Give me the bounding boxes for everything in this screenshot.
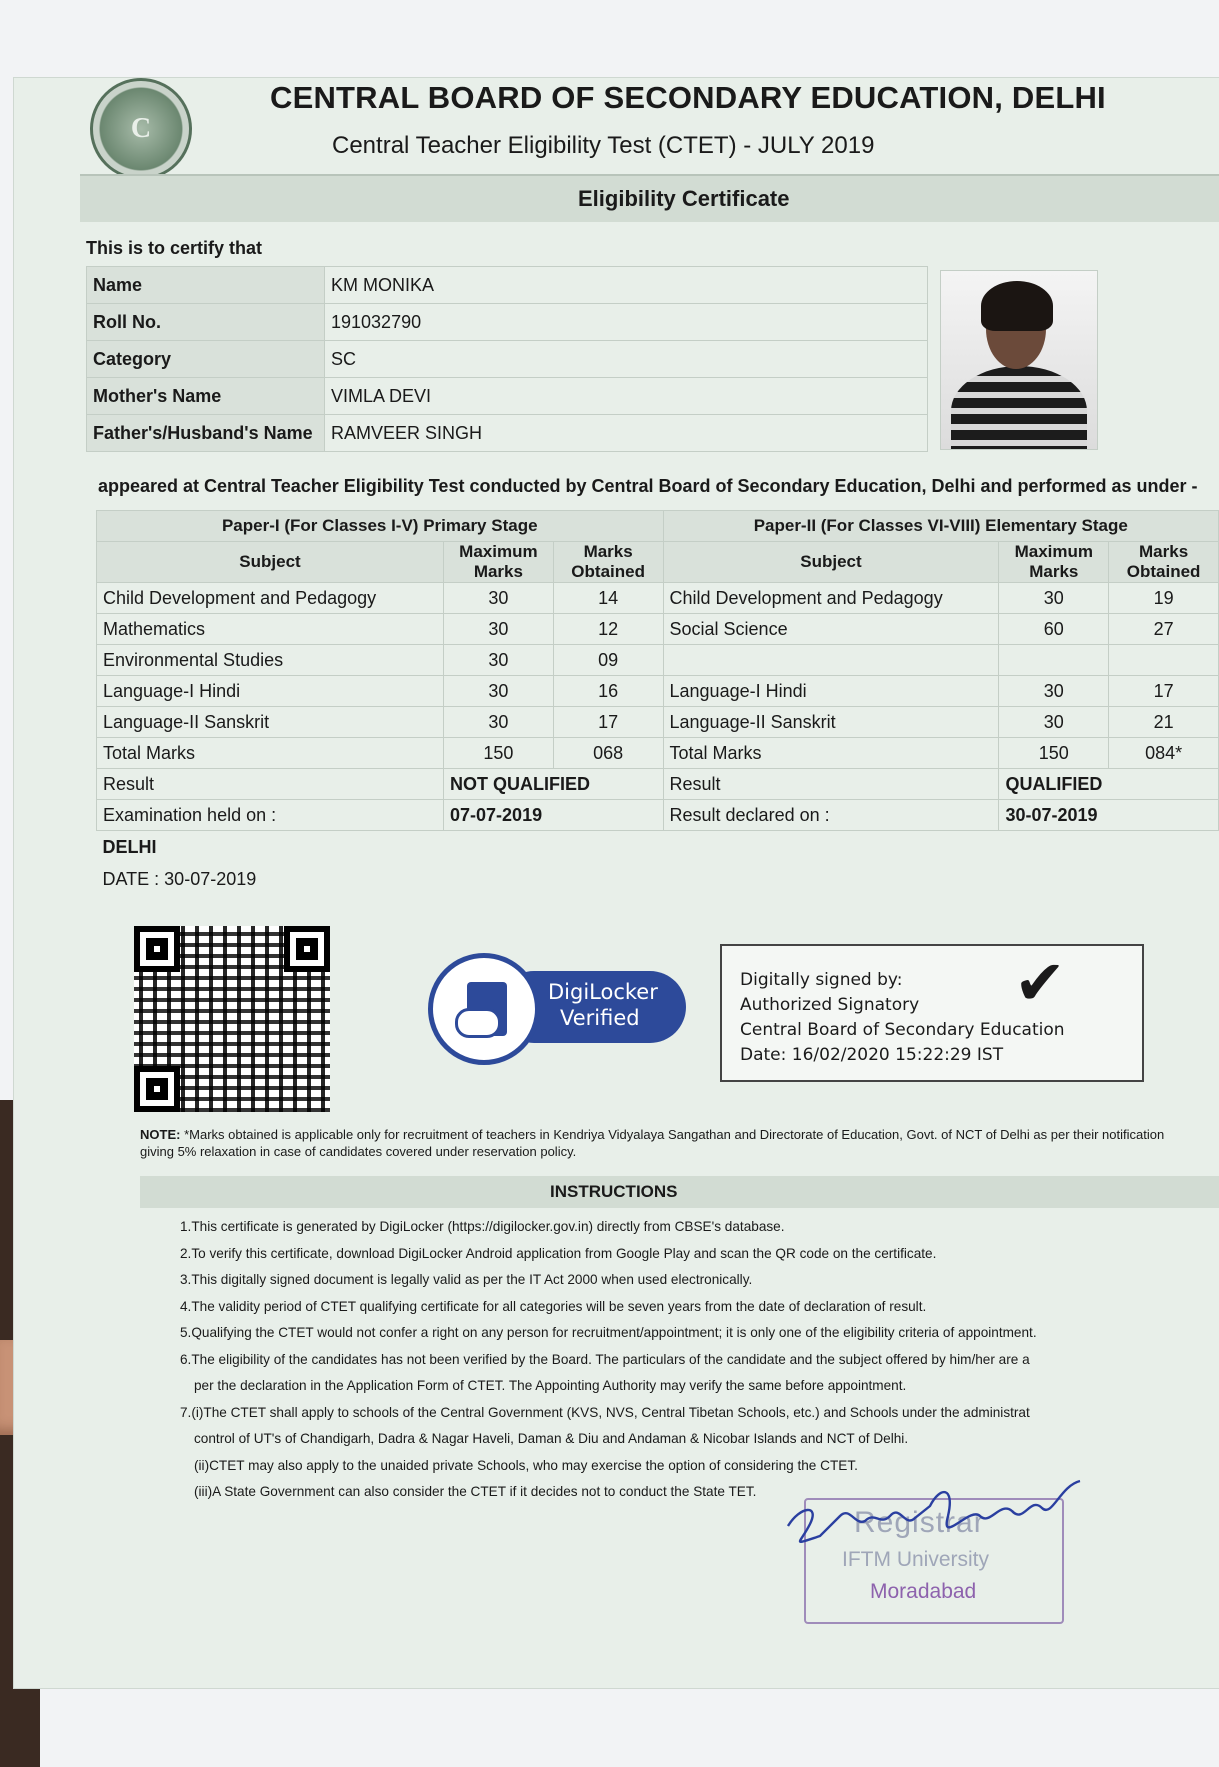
obtained-cell: 12 (553, 614, 663, 645)
field-label: Father's/Husband's Name (87, 415, 325, 452)
table-row (97, 707, 1219, 738)
obtained-cell: 21 (1109, 707, 1219, 738)
place: DELHI (102, 836, 157, 857)
stamp-line3: Moradabad (870, 1580, 977, 1603)
max-cell: 150 (999, 738, 1109, 769)
instruction-item: (iii)A State Government can also consider the CTET if it decides not to conduct the State TET. (194, 1484, 757, 1499)
certify-line: This is to certify that (86, 238, 263, 258)
board-title: CENTRAL BOARD OF SECONDARY EDUCATION, DELHI (270, 80, 1106, 115)
field-label: Name (87, 267, 325, 304)
obtained-cell: 14 (553, 583, 663, 614)
table-row (87, 304, 928, 341)
obtained-cell: 09 (553, 645, 663, 676)
instruction-item: 4.The validity period of CTET qualifying certificate for all categories will be seven years from the date of declaration of result. (180, 1298, 927, 1314)
instruction-item: per the declaration in the Application Form of CTET. The Appointing Authority may verify the same before appointment. (194, 1378, 907, 1393)
instruction-item: 5.Qualifying the CTET would not confer a right on any person for recruitment/appointment; it is only one of the eligibility criteria of appointment. (180, 1325, 1037, 1340)
subject-cell: Child Development and Pedagogy (97, 583, 444, 614)
subject-cell: Language-II Sanskrit (663, 707, 999, 738)
obtained-cell: 27 (1109, 614, 1219, 645)
date-line: DATE : 30-07-2019 (102, 868, 257, 889)
field-label: Roll No. (87, 304, 325, 341)
max-cell (999, 645, 1109, 676)
subject-cell: Environmental Studies (97, 645, 444, 676)
appeared-statement: appeared at Central Teacher Eligibility Test conducted by Central Board of Secondary Education, Delhi and performed as under - (98, 476, 1198, 496)
instruction-item: control of UT's of Chandigarh, Dadra & Nagar Haveli, Daman & Diu and Andaman & Nicobar Islands and NCT of Delhi. (194, 1431, 909, 1446)
col-max: Maximum Marks (444, 542, 554, 583)
table-row (97, 676, 1219, 707)
max-cell: 30 (999, 707, 1109, 738)
note-text: *Marks obtained is applicable only for recruitment of teachers in Kendriya Vidyalaya Sangathan and Directorate of Education, Govt. of NCT of Delhi as per their notification giving 5% relaxation in case of candidates covered under reservation policy. (140, 1127, 1165, 1159)
instructions-list (180, 1214, 1219, 1506)
max-cell: 30 (444, 707, 554, 738)
instruction-item: 2.To verify this certificate, download DigiLocker Android application from Google Play and scan the QR code on the certificate. (180, 1245, 937, 1261)
signed-line3: Central Board of Secondary Education (740, 1020, 1065, 1040)
table-row (97, 511, 1219, 542)
field-value: RAMVEER SINGH (325, 415, 928, 452)
paper2-result: QUALIFIED (999, 769, 1219, 800)
obtained-cell: 19 (1109, 583, 1219, 614)
result-label: Result (663, 769, 999, 800)
table-row (97, 583, 1219, 614)
subject-cell: Child Development and Pedagogy (663, 583, 999, 614)
obtained-cell: 084* (1109, 738, 1219, 769)
result-declared-date: 30-07-2019 (999, 800, 1219, 831)
max-cell: 30 (444, 583, 554, 614)
candidate-details-table (86, 266, 928, 452)
certificate-title: Eligibility Certificate (578, 186, 790, 211)
col-obtained: Marks Obtained (1109, 542, 1219, 583)
instruction-item: 1.This certificate is generated by DigiLocker (https://digilocker.gov.in) directly from CBSE's database. (180, 1219, 785, 1234)
exam-held-label: Examination held on : (97, 800, 444, 831)
table-row (97, 645, 1219, 676)
subject-cell: Language-II Sanskrit (97, 707, 444, 738)
table-row (97, 542, 1219, 583)
cloud-check-icon (455, 1008, 501, 1038)
field-label: Mother's Name (87, 378, 325, 415)
stamp-line1: Registrar (854, 1506, 985, 1539)
paper2-heading: Paper-II (For Classes VI-VIII) Elementary Stage (663, 511, 1218, 542)
instructions-heading: INSTRUCTIONS (550, 1182, 678, 1201)
qr-finder (134, 1066, 180, 1112)
max-cell: 30 (999, 583, 1109, 614)
note-label: NOTE: (140, 1127, 181, 1142)
paper1-heading: Paper-I (For Classes I-V) Primary Stage (97, 511, 664, 542)
result-declared-label: Result declared on : (663, 800, 999, 831)
obtained-cell (1109, 645, 1219, 676)
photo-shirt (951, 366, 1087, 450)
max-cell: 150 (444, 738, 554, 769)
exam-subtitle: Central Teacher Eligibility Test (CTET) - JULY 2019 (332, 132, 875, 159)
digital-signature-box (720, 944, 1144, 1082)
digilocker-label (548, 979, 658, 1031)
result-label: Result (97, 769, 444, 800)
candidate-photo (940, 270, 1098, 450)
table-row (87, 267, 928, 304)
digilocker-line2: Verified (560, 1006, 640, 1030)
subject-cell: Social Science (663, 614, 999, 645)
col-obtained: Marks Obtained (553, 542, 663, 583)
subject-cell: Language-I Hindi (663, 676, 999, 707)
note (140, 1126, 1200, 1160)
max-cell: 30 (999, 676, 1109, 707)
exam-held-date: 07-07-2019 (444, 800, 664, 831)
cbse-emblem-icon: C (90, 78, 192, 180)
instruction-item: 3.This digitally signed document is legally valid as per the IT Act 2000 when used electronically. (180, 1272, 753, 1287)
signed-line2: Authorized Signatory (740, 995, 920, 1015)
subject-cell: Language-I Hindi (97, 676, 444, 707)
obtained-cell: 17 (553, 707, 663, 738)
field-value: KM MONIKA (325, 267, 928, 304)
subject-cell (663, 645, 999, 676)
table-row (97, 614, 1219, 645)
max-cell: 60 (999, 614, 1109, 645)
table-row (87, 378, 928, 415)
qr-finder (134, 926, 180, 972)
digilocker-line1: DigiLocker (548, 980, 658, 1004)
max-cell: 30 (444, 614, 554, 645)
certificate-title-bar (80, 174, 1219, 222)
col-subject: Subject (663, 542, 999, 583)
checkmark-icon: ✔ (1014, 946, 1066, 1019)
field-value: SC (325, 341, 928, 378)
field-value: VIMLA DEVI (325, 378, 928, 415)
table-row (97, 769, 1219, 800)
instruction-item: 6.The eligibility of the candidates has not been verified by the Board. The particulars of the candidate and the subject offered by him/her are a (180, 1351, 1030, 1367)
table-row (87, 415, 928, 452)
instructions-bar (140, 1176, 1219, 1208)
instruction-item: 7.(i)The CTET shall apply to schools of the Central Government (KVS, NVS, Central Tibetan Schools, etc.) and Schools under the administrat (180, 1404, 1030, 1420)
field-label: Category (87, 341, 325, 378)
col-max: Maximum Marks (999, 542, 1109, 583)
obtained-cell: 16 (553, 676, 663, 707)
field-value: 191032790 (325, 304, 928, 341)
certificate-sheet (14, 78, 1219, 1688)
table-row (97, 738, 1219, 769)
obtained-cell: 17 (1109, 676, 1219, 707)
subject-cell: Total Marks (663, 738, 999, 769)
max-cell: 30 (444, 676, 554, 707)
marks-table (96, 510, 1219, 895)
table-row (87, 341, 928, 378)
col-subject: Subject (97, 542, 444, 583)
table-row (97, 800, 1219, 831)
table-row (97, 863, 1219, 895)
paper1-result: NOT QUALIFIED (444, 769, 664, 800)
qr-finder (284, 926, 330, 972)
obtained-cell: 068 (553, 738, 663, 769)
photo-hair (981, 281, 1053, 331)
handwritten-signature (780, 1466, 1100, 1556)
table-row (97, 831, 1219, 864)
qr-code-icon[interactable] (134, 926, 330, 1112)
instruction-item: (ii)CTET may also apply to the unaided private Schools, who may exercise the option of considering the CTET. (194, 1457, 858, 1473)
subject-cell: Mathematics (97, 614, 444, 645)
digilocker-verified-badge (428, 953, 690, 1063)
signed-line1: Digitally signed by: (740, 970, 903, 990)
subject-cell: Total Marks (97, 738, 444, 769)
signed-line4: Date: 16/02/2020 15:22:29 IST (740, 1045, 1004, 1065)
stamp-line2: IFTM University (842, 1548, 989, 1571)
digilocker-circle (428, 953, 540, 1065)
max-cell: 30 (444, 645, 554, 676)
